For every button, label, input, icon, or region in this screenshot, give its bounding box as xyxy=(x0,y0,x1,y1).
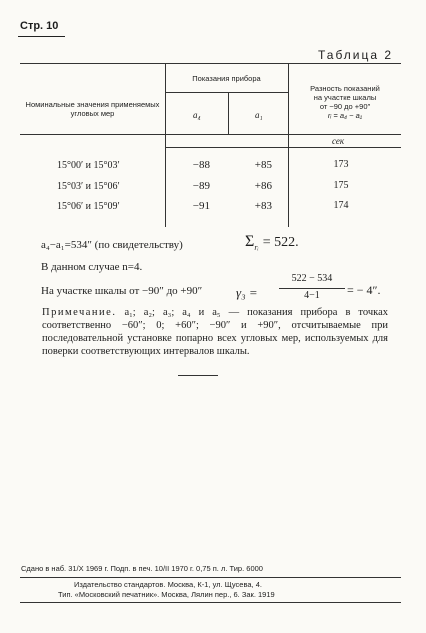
sub-header-a4: a₄ xyxy=(193,110,201,120)
footer-print-info: Сдано в наб. 31/X 1969 г. Подп. в печ. 10/II 1970 г. 0,75 п. л. Тир. 6000 xyxy=(21,564,263,573)
fraction-denominator: 4−1 xyxy=(304,290,320,301)
cell-diff: 173 xyxy=(333,159,349,170)
page-number: Стр. 10 xyxy=(20,20,59,32)
sub-header-a1: a₁ xyxy=(255,110,263,120)
footer-rule-bottom xyxy=(20,602,401,603)
table-vline-sub xyxy=(228,92,229,135)
unit-label: сек xyxy=(332,136,345,146)
cell-diff: 174 xyxy=(333,200,349,211)
fraction-numerator: 522 − 534 xyxy=(291,273,333,284)
table-vline-2 xyxy=(288,63,289,227)
table-unit-rule xyxy=(165,147,401,148)
cell-a4: −91 xyxy=(192,200,210,212)
gamma-result: = − 4″. xyxy=(347,283,381,297)
formula-left: a₄−a₁=534″ (по свидетельству) xyxy=(41,239,183,251)
col4-header: Разность показаний на участке шкалы от −90 до +90″ rᵢ = a₄ − a₁ xyxy=(310,84,380,120)
footer-publisher: Издательство стандартов. Москва, К-1, ул. Щусева, 4. xyxy=(74,580,262,589)
row-label: 15°06′ и 15°09′ xyxy=(57,201,120,212)
fraction-bar xyxy=(279,288,345,289)
footer-rule-top xyxy=(20,577,401,578)
cell-a1: +86 xyxy=(254,180,272,192)
note-paragraph xyxy=(42,306,388,358)
group-header: Показания прибора xyxy=(192,74,261,83)
table-top-rule xyxy=(20,63,401,64)
footer-printer: Тип. «Московский печатник». Москва, Лялин пер., 6. Зак. 1919 xyxy=(58,590,275,599)
cell-a1: +85 xyxy=(254,159,272,171)
table-header-rule xyxy=(20,134,401,135)
row-label: 15°00′ и 15°03′ xyxy=(57,160,120,171)
sigma-symbol: Σ xyxy=(245,233,255,250)
header-rule xyxy=(18,36,65,37)
sigma-value: = 522. xyxy=(262,235,299,250)
sigma-subscript: rᵢ xyxy=(254,243,259,253)
separator-rule xyxy=(178,375,218,376)
note-heading: Примечание. xyxy=(42,307,117,318)
cell-a1: +83 xyxy=(254,200,272,212)
gamma-label: γ₃ = xyxy=(236,285,258,300)
formula-sum xyxy=(245,233,299,252)
note-text: a₁; a₂; a₃; a₄ и a₅ — показания прибора в точках соответственно −60″; 0; +60″; −90″ и +90″, отсчитываемые при последовательной установке попарно всех угловых мер, используемых для поверки соответствующих интервалов шкалы. xyxy=(42,307,388,357)
scale-line: На участке шкалы от −90″ до +90″ xyxy=(41,285,203,297)
case-line: В данном случае n=4. xyxy=(41,261,143,273)
cell-diff: 175 xyxy=(333,180,349,191)
col1-header: Номинальные значения применяемых угловых мер xyxy=(25,100,160,118)
table-group-rule xyxy=(165,92,288,93)
cell-a4: −88 xyxy=(192,159,210,171)
cell-a4: −89 xyxy=(192,180,210,192)
table-label: Таблица 2 xyxy=(318,48,394,62)
row-label: 15°03′ и 15°06′ xyxy=(57,181,120,192)
